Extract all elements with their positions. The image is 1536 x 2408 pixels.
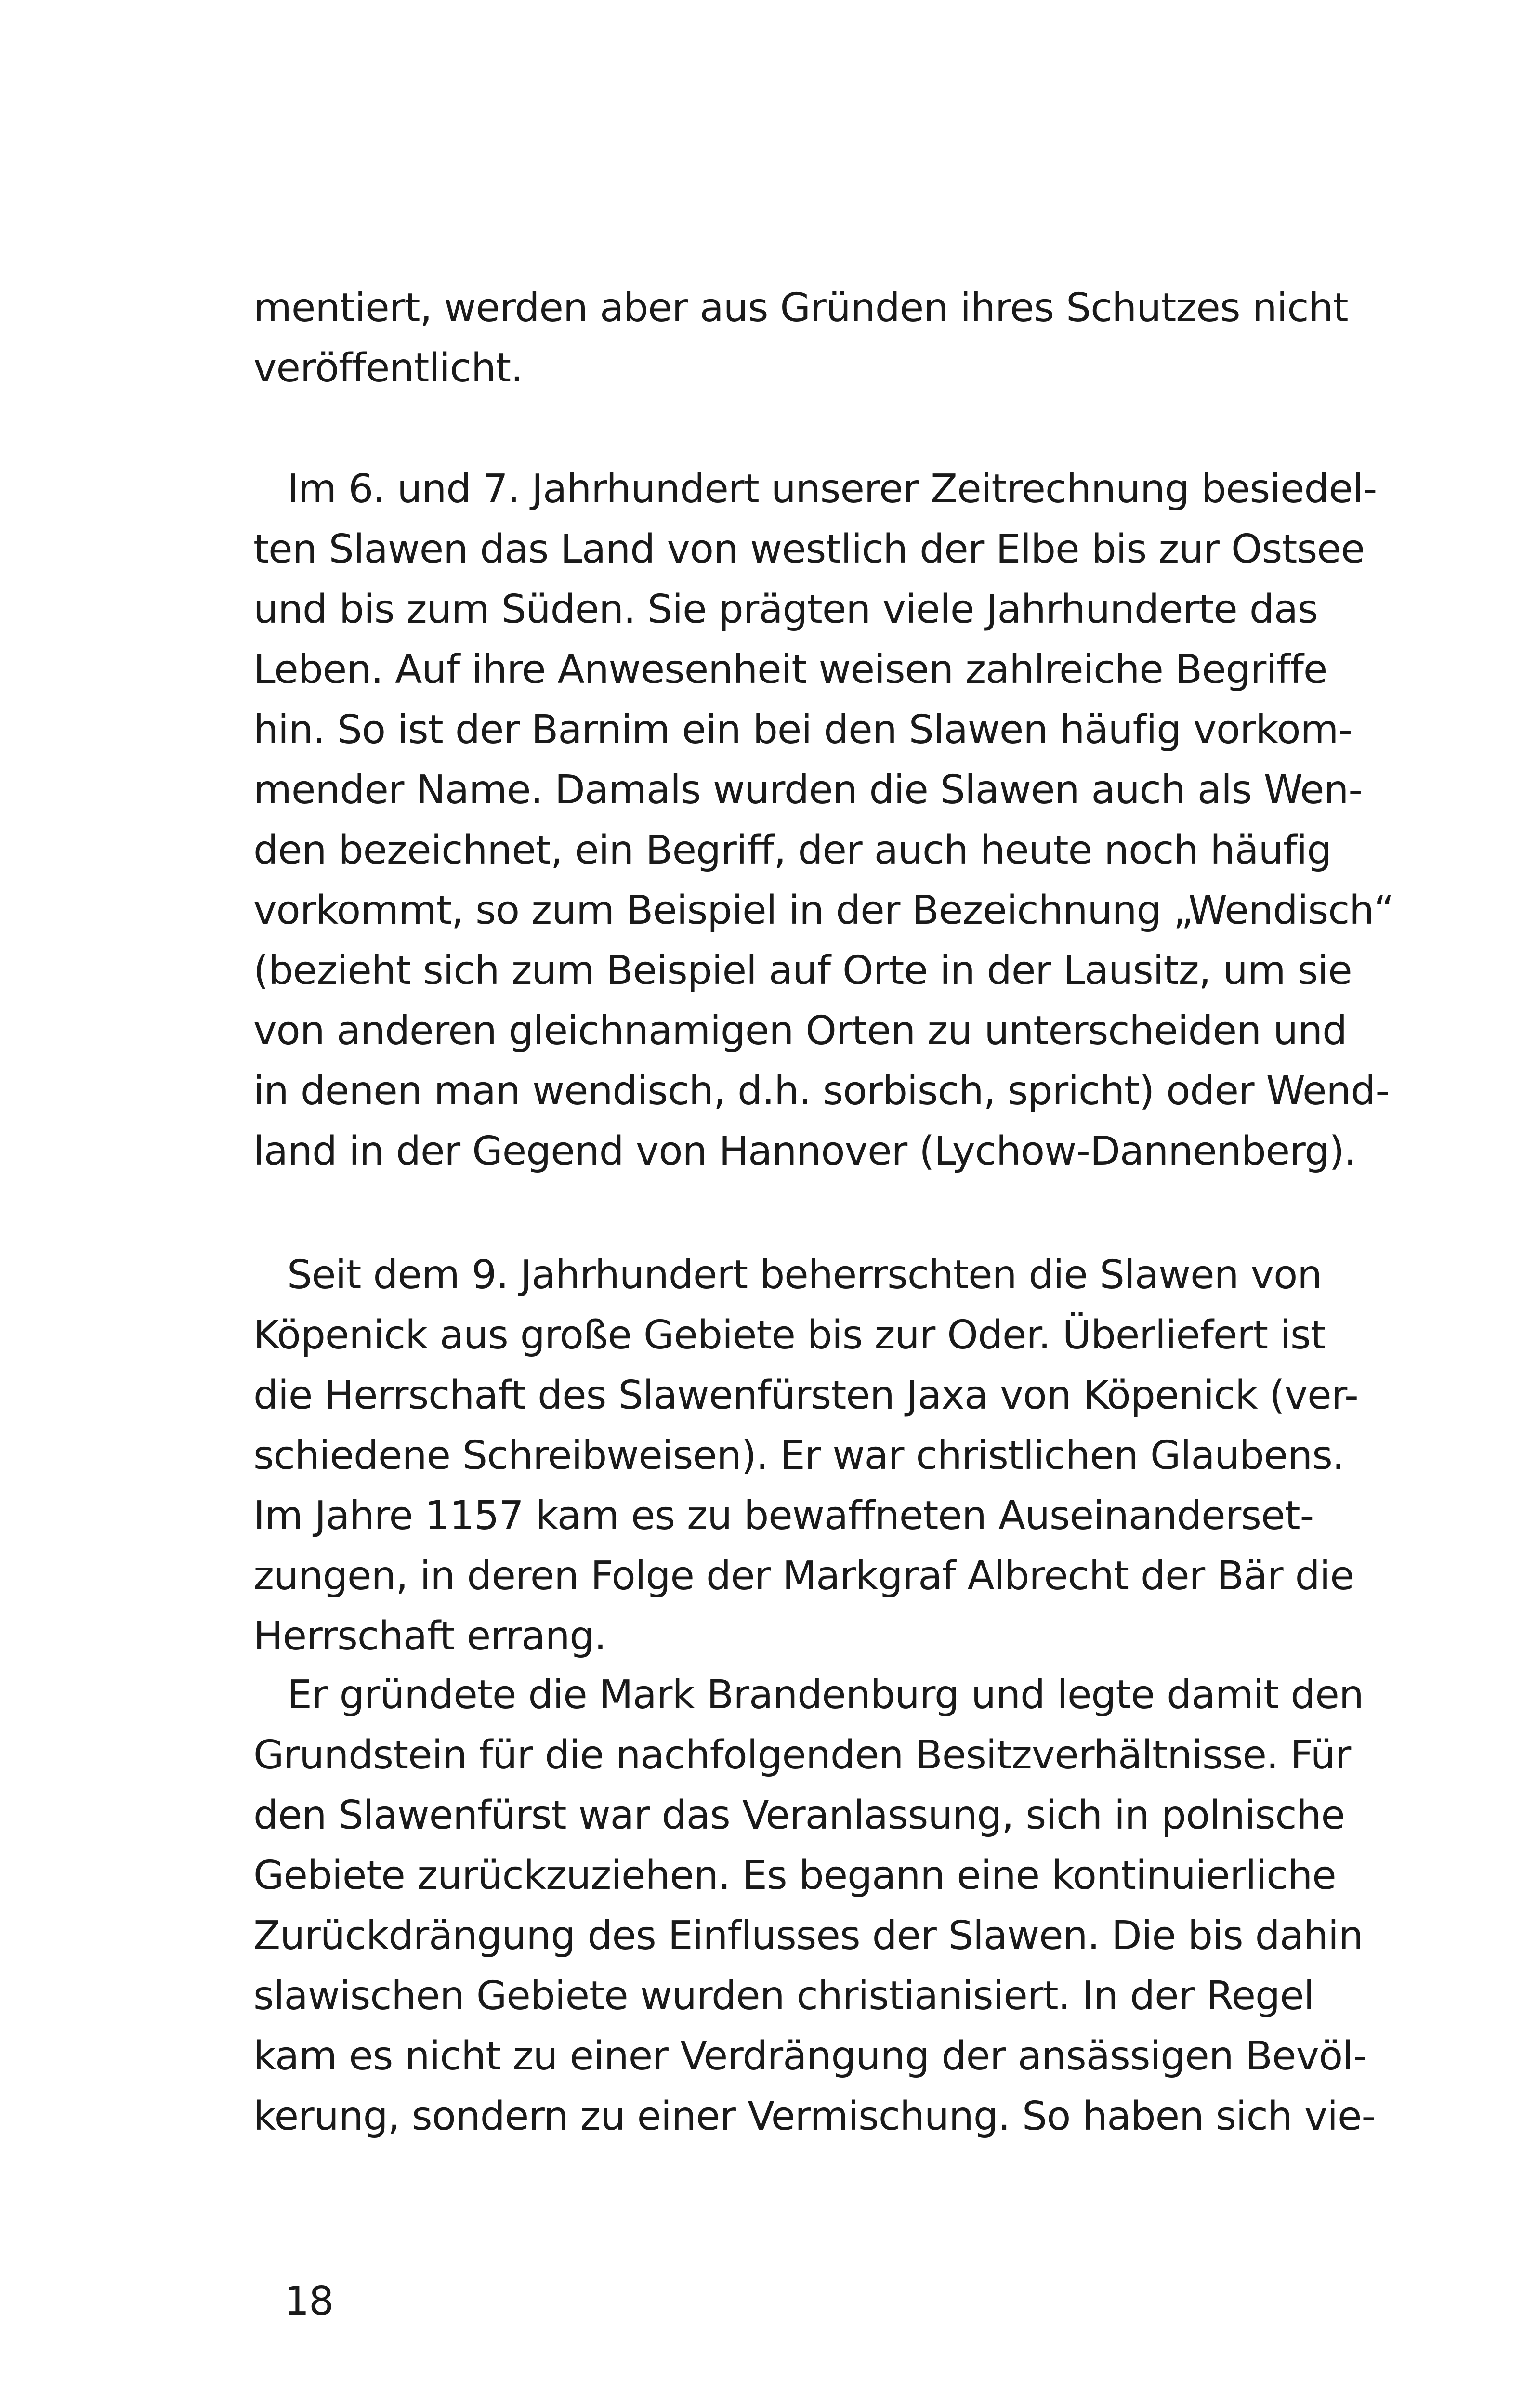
text-line: Er gründete die Mark Brandenburg und legte damit den [287, 1672, 1364, 1718]
text-line: Leben. Auf ihre Anwesenheit weisen zahlreiche Begriffe [253, 647, 1327, 693]
text-line: kerung, sondern zu einer Vermischung. So haben sich vie- [253, 2094, 1376, 2139]
paragraph-3 [253, 1245, 1358, 1666]
text-line: hin. So ist der Barnim ein bei den Slawen häufig vorkom- [253, 707, 1352, 753]
text-line: Seit dem 9. Jahrhundert beherrschten die Slawen von [287, 1252, 1322, 1298]
text-line: die Herrschaft des Slawenfürsten Jaxa von Köpenick (ver- [253, 1373, 1358, 1418]
text-line: und bis zum Süden. Sie prägten viele Jahrhunderte das [253, 587, 1318, 632]
text-line: land in der Gegend von Hannover (Lychow-Dannenberg). [253, 1128, 1356, 1174]
text-line: von anderen gleichnamigen Orten zu unterscheiden und [253, 1008, 1347, 1054]
text-line: mender Name. Damals wurden die Slawen auch als Wen- [253, 767, 1362, 813]
text-line: ten Slawen das Land von westlich der Elbe bis zur Ostsee [253, 526, 1365, 572]
text-line: Herrschaft errang. [253, 1613, 606, 1659]
text-line: schiedene Schreibweisen). Er war christlichen Glaubens. [253, 1433, 1344, 1479]
paragraph-4 [253, 1665, 1376, 2146]
text-line: in denen man wendisch, d.h. sorbisch, spricht) oder Wend- [253, 1068, 1390, 1114]
page-number: 18 [284, 2278, 334, 2324]
text-line: mentiert, werden aber aus Gründen ihres Schutzes nicht [253, 285, 1348, 331]
text-line: slawischen Gebiete wurden christianisiert. In der Regel [253, 1973, 1314, 2019]
paragraph-1 [253, 278, 1348, 398]
text-line: Köpenick aus große Gebiete bis zur Oder. Überliefert ist [253, 1312, 1326, 1358]
text-line: Zurückdrängung des Einflusses der Slawen. Die bis dahin [253, 1913, 1363, 1959]
text-line: (bezieht sich zum Beispiel auf Orte in der Lausitz, um sie [253, 948, 1352, 994]
text-line: vorkommt, so zum Beispiel in der Bezeichnung „Wendisch“ [253, 888, 1394, 933]
text-line: Im 6. und 7. Jahrhundert unserer Zeitrechnung besiedel- [287, 466, 1377, 512]
text-line: veröffentlicht. [253, 345, 523, 391]
text-line: Im Jahre 1157 kam es zu bewaffneten Auseinanderset- [253, 1493, 1314, 1539]
text-line: Grundstein für die nachfolgenden Besitzverhältnisse. Für [253, 1732, 1351, 1778]
text-line: zungen, in deren Folge der Markgraf Albrecht der Bär die [253, 1553, 1354, 1599]
text-line: kam es nicht zu einer Verdrängung der ansässigen Bevöl- [253, 2033, 1367, 2079]
text-line: Gebiete zurückzuziehen. Es begann eine kontinuierliche [253, 1853, 1336, 1898]
text-line: den Slawenfürst war das Veranlassung, sich in polnische [253, 1793, 1345, 1838]
text-line: den bezeichnet, ein Begriff, der auch heute noch häufig [253, 827, 1332, 873]
paragraph-2 [253, 459, 1394, 1181]
